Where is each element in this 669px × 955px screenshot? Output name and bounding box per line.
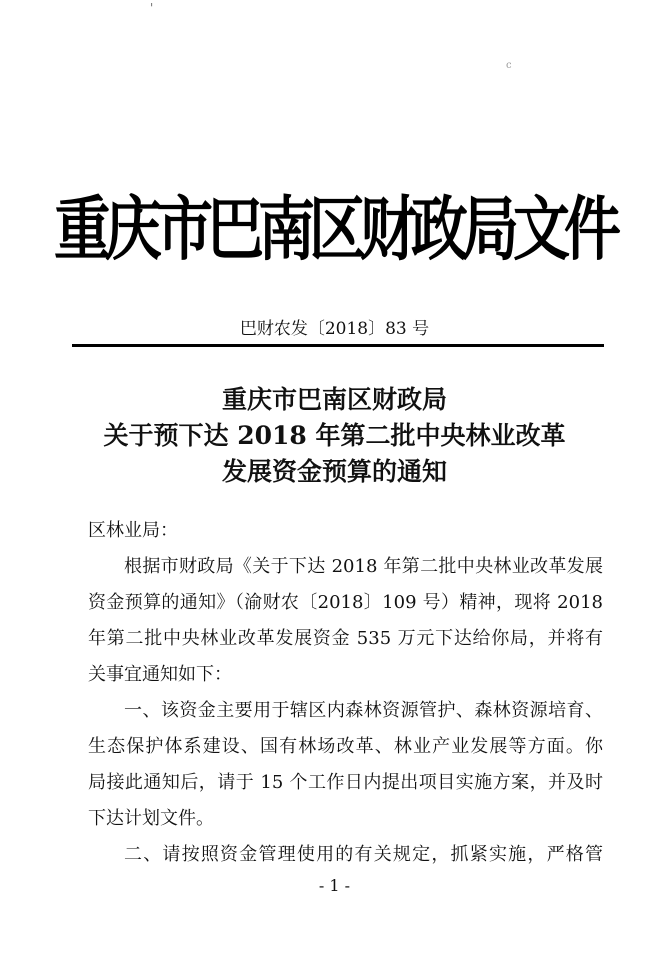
body-line: 二、请按照资金管理使用的有关规定，抓紧实施，严格管 <box>124 844 603 865</box>
salutation: 区林业局： <box>88 520 178 541</box>
body-line: 关事宜通知如下： <box>88 664 232 685</box>
notice-title <box>0 382 669 490</box>
body-line: 根据市财政局《关于下达 2018 年第二批中央林业改革发展 <box>124 556 603 577</box>
title-line: 重庆市巴南区财政局 <box>221 385 447 414</box>
scan-speck: ' <box>150 1 154 15</box>
body-line: 资金预算的通知》（渝财农〔2018〕109 号）精神，现将 2018 <box>88 592 603 613</box>
body-line: 下达计划文件。 <box>88 808 214 829</box>
page-number: - 1 - <box>318 876 351 895</box>
body-line: 局接此通知后，请于 15 个工作日内提出项目实施方案，并及时 <box>88 772 603 793</box>
document-masthead: 重庆市巴南区财政局文件 <box>54 188 615 271</box>
document-number: 巴财农发〔2018〕83 号 <box>239 319 430 339</box>
body-line: 年第二批中央林业改革发展资金 535 万元下达给你局，并将有 <box>88 628 603 649</box>
body-line: 一、该资金主要用于辖区内森林资源管护、森林资源培育、 <box>124 700 603 721</box>
notice-body <box>88 513 603 873</box>
scan-speck: c <box>506 60 512 71</box>
title-line: 关于预下达 2018 年第二批中央林业改革 <box>103 421 566 450</box>
header-rule <box>72 344 604 347</box>
title-line: 发展资金预算的通知 <box>221 457 447 486</box>
body-line: 生态保护体系建设、国有林场改革、林业产业发展等方面。你 <box>88 736 603 757</box>
